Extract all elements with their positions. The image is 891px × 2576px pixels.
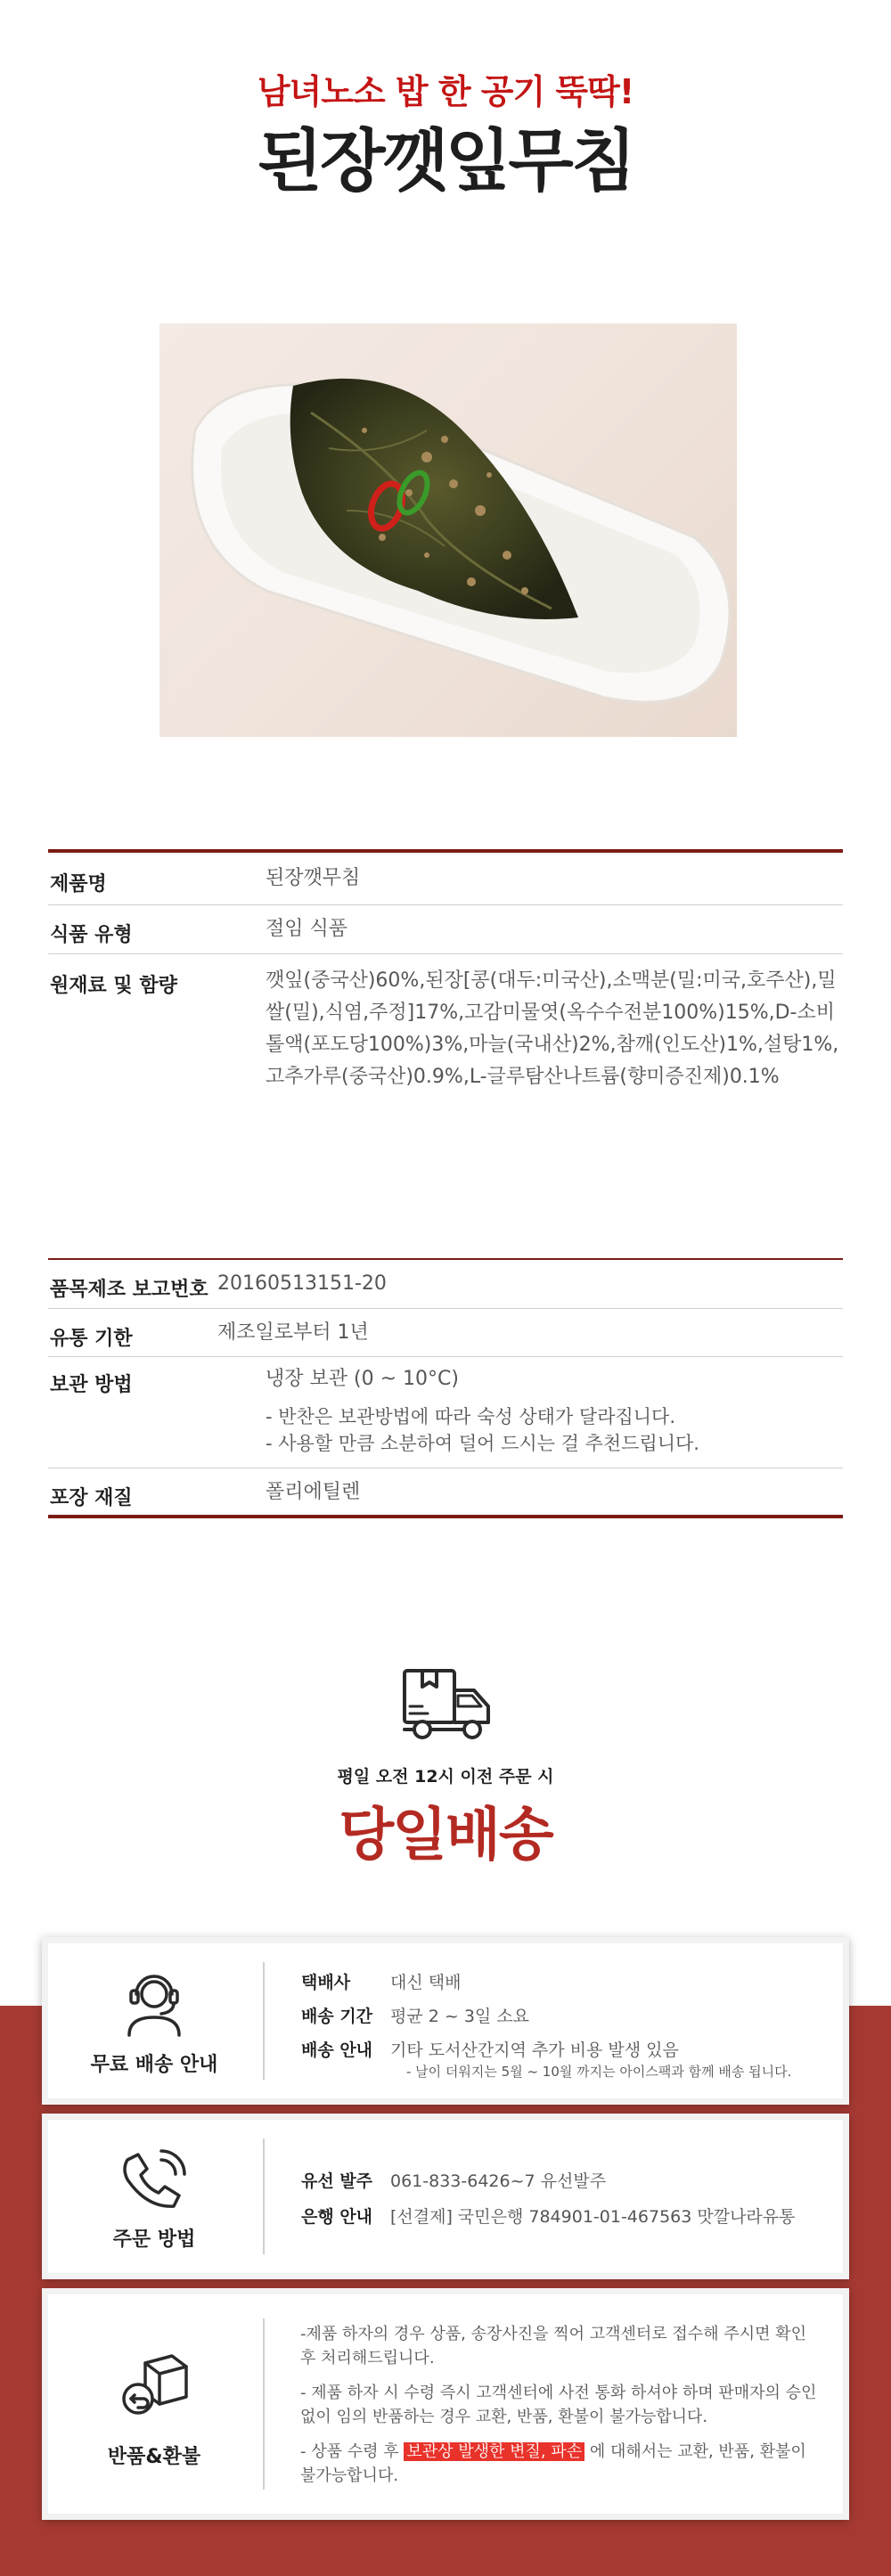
spec-label: 유통 기한 [50,1328,133,1350]
info-key: 배송 안내 [301,2040,373,2060]
spec-label: 보관 방법 [50,1374,133,1396]
bank-key: 은행 안내 [301,2207,373,2227]
spec-row-ingredients [48,954,843,1257]
card-divider [263,1962,265,2080]
refund-paragraph-2: - 제품 하자 시 수령 즉시 고객센터에 사전 통화 하셔야 하며 판매자의 승인 없이 임의 반품하는 경우 교환, 반품, 환불이 불가능합니다. [300,2384,817,2426]
phone-icon [119,2146,190,2217]
return-refund-card [42,2288,849,2520]
bank-value: [선결제] 국민은행 784901-01-467563 맛깔나라유통 [390,2207,796,2227]
period-key: 배송 기간 [301,2007,373,2026]
spec-row-expiry [48,1309,843,1357]
delivery-condition: 평일 오전 12시 이전 주문 시 [337,1767,554,1787]
header-subtitle: 남녀노소 밥 한 공기 뚝딱! [257,72,634,111]
return-box-icon [119,2351,190,2422]
order-card-label: 주문 방법 [112,2228,196,2251]
spec-value: 깻잎(중국산)60%,된장[콩(대두:미국산),소맥분(밀:미국,호주산),밀쌀(밀),식염,주정]17%,고감미물엿(옥수수전분100%)15%,D-소비톨액(포도당100%)3%,마늘(국내산)2%,참깨(인도산)1%,설탕1%,고추가루(중국산)0.9%,L-글루탐산나트륨(향미증진제)0.1% [266,969,839,1088]
card-divider [263,2318,265,2490]
shipping-card-label: 무료 배송 안내 [90,2054,218,2076]
spec-value: 된장깻무침 [266,867,361,889]
spec-value: 20160513151-20 [217,1272,387,1295]
refund-card-label: 반품&환불 [107,2446,201,2468]
shipping-info-card [42,1937,849,2105]
info-sub: - 날이 더워지는 5월 ~ 10월 까지는 아이스팩과 함께 배송 됩니다. [406,2064,792,2080]
product-photo [159,323,737,737]
refund-highlight: 보관상 발생한 변질, 파손 [404,2442,584,2461]
spec-label: 식품 유형 [50,924,133,946]
spec-label: 품목제조 보고번호 [50,1279,208,1301]
spec-label: 원재료 및 함량 [50,975,177,997]
spec-value: 냉장 보관 (0 ~ 10°C) [266,1368,459,1390]
spec-label: 제품명 [50,873,107,895]
delivery-truck-icon [401,1667,494,1744]
storage-note: - 사용할 만큼 소분하여 덜어 드시는 걸 추천드립니다. [266,1433,699,1454]
phone-order-key: 유선 발주 [301,2171,373,2191]
spec-value: 절임 식품 [266,918,348,940]
order-method-card [42,2114,849,2279]
refund-p3-text: - 상품 수령 후 [300,2442,405,2461]
phone-order-value: 061-833-6426~7 유선발주 [390,2171,607,2191]
refund-paragraph-1: -제품 하자의 경우 상품, 송장사진을 찍어 고객센터로 접수해 주시면 확인 후 처리해드립니다. [300,2325,806,2367]
same-day-delivery-title: 당일배송 [339,1803,552,1869]
refund-paragraph-3 [300,2440,817,2488]
spec-row-packaging [48,1468,843,1515]
spec-row-report-number [48,1260,843,1309]
storage-note: - 반찬은 보관방법에 따라 숙성 상태가 달라집니다. [266,1406,676,1427]
spec-value: 제조일로부터 1년 [217,1321,369,1344]
spec-label: 포장 재질 [50,1487,133,1509]
headset-icon [119,1967,190,2039]
period-value: 평균 2 ~ 3일 소요 [390,2007,530,2026]
courier-value: 대신 택배 [390,1973,462,1992]
card-divider [263,2138,265,2254]
spec-value: 폴리에틸렌 [266,1481,361,1503]
spec-row-product-name [48,853,843,905]
refund-p3-text-end: 에 대해서는 교환, 반품, 환불이 불가능합니다. [300,2442,806,2485]
spec-row-storage [48,1357,843,1468]
info-value: 기타 도서산간지역 추가 비용 발생 있음 [390,2040,679,2060]
spec-row-food-type [48,905,843,954]
courier-key: 택배사 [301,1973,351,1992]
page-title: 된장깻잎무침 [257,121,634,200]
spec-bottom-line [48,1515,843,1518]
